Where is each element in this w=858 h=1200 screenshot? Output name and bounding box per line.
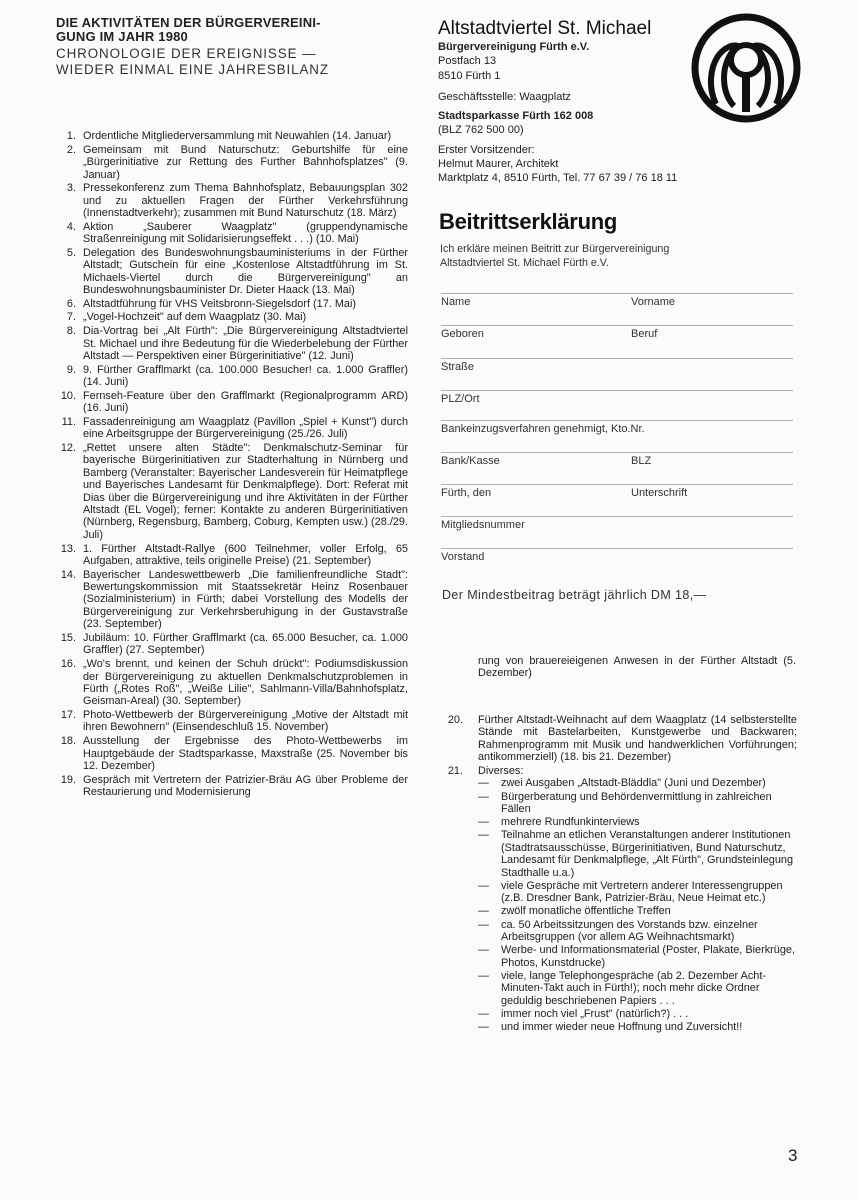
- diverses-item: — Werbe- und Informationsmaterial (Poster, Plakate, Bierkrüge, Photos, Kunstdrucke): [478, 944, 795, 969]
- bank-row: [441, 452, 793, 467]
- chronology-item: 5. Delegation des Bundeswohnungsbauministeriums in der Fürther Altstadt; Gutschein für eine „Kostenlose Altstadtführung im St. Michaels-Viertel durch die Bürgervereinigung" an Bundeswohnungsbauminister Dr. Dieter Haack (13. Mai): [66, 246, 408, 297]
- page-number: 3: [788, 1146, 798, 1165]
- chronology-item: 6. Altstadtführung für VHS Veitsbronn-Siegelsdorf (17. Mai): [66, 297, 357, 310]
- chronology-item: 3. Pressekonferenz zum Thema Bahnhofsplatz, Bebauungsplan 302 und zu aktuellen Fragen der Fürther Verkehrsführung (Innenstadtverkehr); zusammen mit Bund Naturschutz (18. März): [66, 182, 408, 220]
- chronology-item: 18. Ausstellung der Ergebnisse des Photo-Wettbewerbs im Hauptgebäude der Stadtsparkasse, Maxstraße (25. November bis 12. Dezember): [60, 735, 408, 772]
- board-row: [441, 548, 793, 563]
- bank-field[interactable]: Bank/Kasse: [441, 455, 500, 467]
- postfach: Postfach 13: [438, 55, 497, 68]
- beruf-field[interactable]: Beruf: [631, 328, 658, 340]
- diverses-item: — mehrere Rundfunkinterviews: [478, 816, 640, 829]
- bank-account: Stadtsparkasse Fürth 162 008: [438, 110, 594, 123]
- form-title: Beitrittserklärung: [439, 209, 617, 234]
- chronology-item: 12. „Rettet unsere alten Städte": Denkmalschutz-Seminar für bayerische Bürgerinitiativen zur Stadterhaltung in Nürnberg und Bamberg (Veranstalter: Bayerischer Landesverein für Heimatpflege und Bayerisches Landesamt für Denkmalpflege). Dort: Referat mit Dias über die Bürgervereinigung und ihre Aktivitäten in der Fürther Altstadt (EL Vogel); ferner: Kontakte zu anderen Bürgerinitiativen (Nürnberg, Regensburg, Bamberg, Coburg, Kempten usw.) (28./29. Juli): [60, 442, 408, 541]
- chronology-item: 9. 9. Fürther Grafflmarkt (ca. 100.000 Besucher! ca. 1.000 Graffler) (14. Juni): [66, 363, 408, 389]
- diverses-list: [478, 777, 797, 1033]
- chronology-item: 2. Gemeinsam mit Bund Naturschutz: Geburtshilfe für eine „Bürgerinitiative zur Rettung des Further Bahnhofsplatzes" (9. Januar): [66, 143, 408, 181]
- date-place-field[interactable]: Fürth, den: [441, 487, 492, 499]
- signature-row: [441, 484, 793, 499]
- diverses-item: — und immer wieder neue Hoffnung und Zuversicht!!: [478, 1021, 743, 1034]
- chronology-item: 15. Jubiläum: 10. Fürther Grafflmarkt (ca. 65.000 Besucher, ca. 1.000 Graffler) (27. September): [60, 632, 408, 657]
- chronology-item: 4. Aktion „Sauberer Waagplatz" (gruppendynamische Straßenreinigung mit Solidarisierungseffekt . . .) (10. Mai): [66, 220, 408, 246]
- chronology-item: 8. Dia-Vortrag bei „Alt Fürth": „Die Bürgervereinigung Altstadtviertel St. Michael und ihre Bedeutung für die Wiederbelebung der Fürther Altstadt — Perspektiven einer Bürgerinitiative" (12. Juni): [66, 325, 408, 362]
- diverses-item: — zwei Ausgaben „Altstadt-Bläddla" (Juni und Dezember): [478, 777, 766, 790]
- city-row: [441, 390, 793, 405]
- diverses-item: — zwölf monatliche öffentliche Treffen: [478, 905, 671, 918]
- form-intro-line2: Altstadtviertel St. Michael Fürth e.V.: [440, 257, 609, 269]
- chronology-item: 20. Fürther Altstadt-Weihnacht auf dem Waagplatz (14 selbsterstellte Stände mit Bastelarbeiten, Kunstgewerbe und Backwaren; Rahmenprogramm mit Musik und handwerklichen Vorführungen; antikommerziell) (18. bis 21. Dezember): [447, 714, 797, 764]
- chronology-item: 1. Ordentliche Mitgliederversammlung mit Neuwahlen (14. Januar): [66, 130, 392, 142]
- geboren-field[interactable]: Geboren: [441, 328, 484, 340]
- diverses-item: — viele Gespräche mit Vertretern anderer Interessengruppen (z.B. Dresdner Bank, Patrizier-Bräu, Neue Heimat etc.): [478, 879, 783, 905]
- diverses-item: — ca. 50 Arbeitssitzungen des Vorstands bzw. einzelner Arbeitsgruppen (vor allem AG Weihnachtsmarkt): [478, 918, 758, 943]
- chronology-continuation: rung von brauereieigenen Anwesen in der Fürther Altstadt (5. Dezember): [478, 655, 796, 680]
- chronology-item: 16. „Wo's brennt, und keinen der Schuh drückt": Podiumsdiskussion der Bürgervereinigung zu aktuellen Denkmalschutzproblemen in Fürth („Rotes Roß", „Weiße Lilie", Sahlmann-Villa/Bahnhofsplatz, Geisman-Areal) (30. September): [60, 658, 408, 708]
- chronology-item: 21. Diverses: — zwei Ausgaben „Altstadt-Bläddla" (Juni und Dezember) — Bürgerberatung und Behördenvermittlung in zahlreichen Fällen — mehrere Rundfunkinterviews — Teilnahme an etlichen Veranstaltungen anderer Institutionen (Stadtratsausschüsse, Bürgerinitiativen, Bund Naturschutz, Landesamt für Denkmalpflege, „Alt Fürth", Grundsteinlegung Stadthalle u.a.) — viele Gespräche mit Vertretern anderer Interessengruppen (z.B. Dresdner Bank, Patrizier-Bräu, Neue Heimat etc.) — zwölf monatliche öffentliche Treffen — ca. 50 Arbeitssitzungen des Vorstands bzw. einzelner Arbeitsgruppen (vor allem AG Weihnachtsmarkt) — Werbe- und Informationsmaterial (Poster, Plakate, Bierkrüge, Photos, Kunstdrucke) — viele, lange Telephongespräche (ab 2. Dezember Acht-Minuten-Takt auch in Fürth!); noch mehr dicke Ordner geduldig beschriebenen Papiers . . . — immer noch viel „Frust" (natürlich?) . . . — und immer wieder neue Hoffnung und Zuversicht!!: [451, 765, 797, 1034]
- chronology-item: 7. „Vogel-Hochzeit" auf dem Waagplatz (30. Mai): [66, 311, 307, 324]
- bank-code: (BLZ 762 500 00): [438, 124, 524, 137]
- headline-line1: DIE AKTIVITÄTEN DER BÜRGERVEREINI-: [56, 15, 321, 30]
- diverses-item: — immer noch viel „Frust" (natürlich?) . . .: [478, 1007, 689, 1020]
- strasse-field[interactable]: Straße: [441, 361, 475, 373]
- subheadline-line1: CHRONOLOGIE DER EREIGNISSE —: [56, 46, 317, 61]
- chronology-item: 11. Fassadenreinigung am Waagplatz (Pavillon „Spiel + Kunst") durch eine Arbeitsgruppe der Bürgervereinigung (25./26. Juli): [61, 415, 408, 441]
- name-field[interactable]: Name: [441, 296, 471, 308]
- birth-row: [441, 325, 793, 340]
- vorstand-field[interactable]: Vorstand: [441, 551, 485, 563]
- street-row: [441, 358, 793, 373]
- diverses-item: — viele, lange Telephongespräche (ab 2. Dezember Acht-Minuten-Takt auch in Fürth!); noch mehr dicke Ordner geduldig beschriebenen Papiers . . .: [478, 969, 766, 1007]
- form-intro: [440, 242, 780, 270]
- chair-address: Marktplatz 4, 8510 Fürth, Tel. 77 67 39 / 76 18 11: [438, 172, 678, 185]
- organization-name: Bürgervereinigung Fürth e.V.: [438, 41, 590, 53]
- signature-field[interactable]: Unterschrift: [631, 487, 688, 499]
- blz-field[interactable]: BLZ: [631, 455, 652, 467]
- diverses-item: — Teilnahme an etlichen Veranstaltungen anderer Institutionen (Stadtratsausschüsse, Bürgerinitiativen, Bund Naturschutz, Landesamt für Denkmalpflege, „Alt Fürth", Grundsteinlegung Stadthalle u.a.): [478, 829, 794, 879]
- chronology-item: 14. Bayerischer Landeswettbewerb „Die familienfreundliche Stadt": Bewertungskommission mit Staatssekretär Heinz Rosenbauer (Sozialministerium) in Fürth; dabei Vorstellung des Modells der Bürgervereinigung zur Verkehrsberuhigung in der Gustavstraße (23. September): [60, 568, 408, 631]
- vorname-field[interactable]: Vorname: [631, 296, 676, 308]
- direct-debit-row: [441, 420, 793, 435]
- chronology-list-continued: [447, 714, 797, 1035]
- chair-label: Erster Vorsitzender:: [438, 143, 535, 156]
- chronology-list: [56, 130, 408, 800]
- name-row: [441, 293, 793, 308]
- association-logo-icon: [690, 12, 802, 124]
- chronology-item: 17. Photo-Wettbewerb der Bürgervereinigung „Motive der Altstadt mit ihren Bewohnern" (Einsendeschluß 15. November): [60, 709, 408, 734]
- chair-name: Helmut Maurer, Architekt: [438, 158, 559, 171]
- chronology-item: 13. 1. Fürther Altstadt-Rallye (600 Teilnehmer, voller Erfolg, 65 Aufgaben, attraktive, teils originelle Preise) (21. September): [60, 542, 408, 567]
- form-intro-line1: Ich erkläre meinen Beitritt zur Bürgervereinigung: [440, 243, 670, 255]
- headline-line2: GUNG IM JAHR 1980: [56, 29, 188, 44]
- diverses-item: — Bürgerberatung und Behördenvermittlung in zahlreichen Fällen: [478, 790, 772, 815]
- chronology-item: 10. Fernseh-Feature über den Grafflmarkt (Regionalprogramm ARD) (16. Juni): [60, 389, 408, 415]
- mitgliedsnummer-field[interactable]: Mitgliedsnummer: [441, 519, 525, 531]
- article-heading: [56, 16, 406, 77]
- bankeinzug-field[interactable]: Bankeinzugsverfahren genehmigt, Kto.Nr.: [441, 423, 645, 435]
- subheadline-line2: WIEDER EINMAL EINE JAHRESBILANZ: [56, 62, 329, 77]
- chronology-item: 19. Gespräch mit Vertretern der Patrizier-Bräu AG über Probleme der Restaurierung und Modernisierung: [60, 773, 408, 799]
- organization-title: Altstadtviertel St. Michael: [438, 18, 652, 39]
- plz-ort-field[interactable]: PLZ/Ort: [441, 393, 480, 405]
- postal-city: 8510 Fürth 1: [438, 69, 501, 82]
- member-number-row: [441, 516, 793, 531]
- minimum-fee-note: Der Mindestbeitrag beträgt jährlich DM 18,—: [442, 588, 707, 602]
- office-address: Geschäftsstelle: Waagplatz: [438, 90, 571, 103]
